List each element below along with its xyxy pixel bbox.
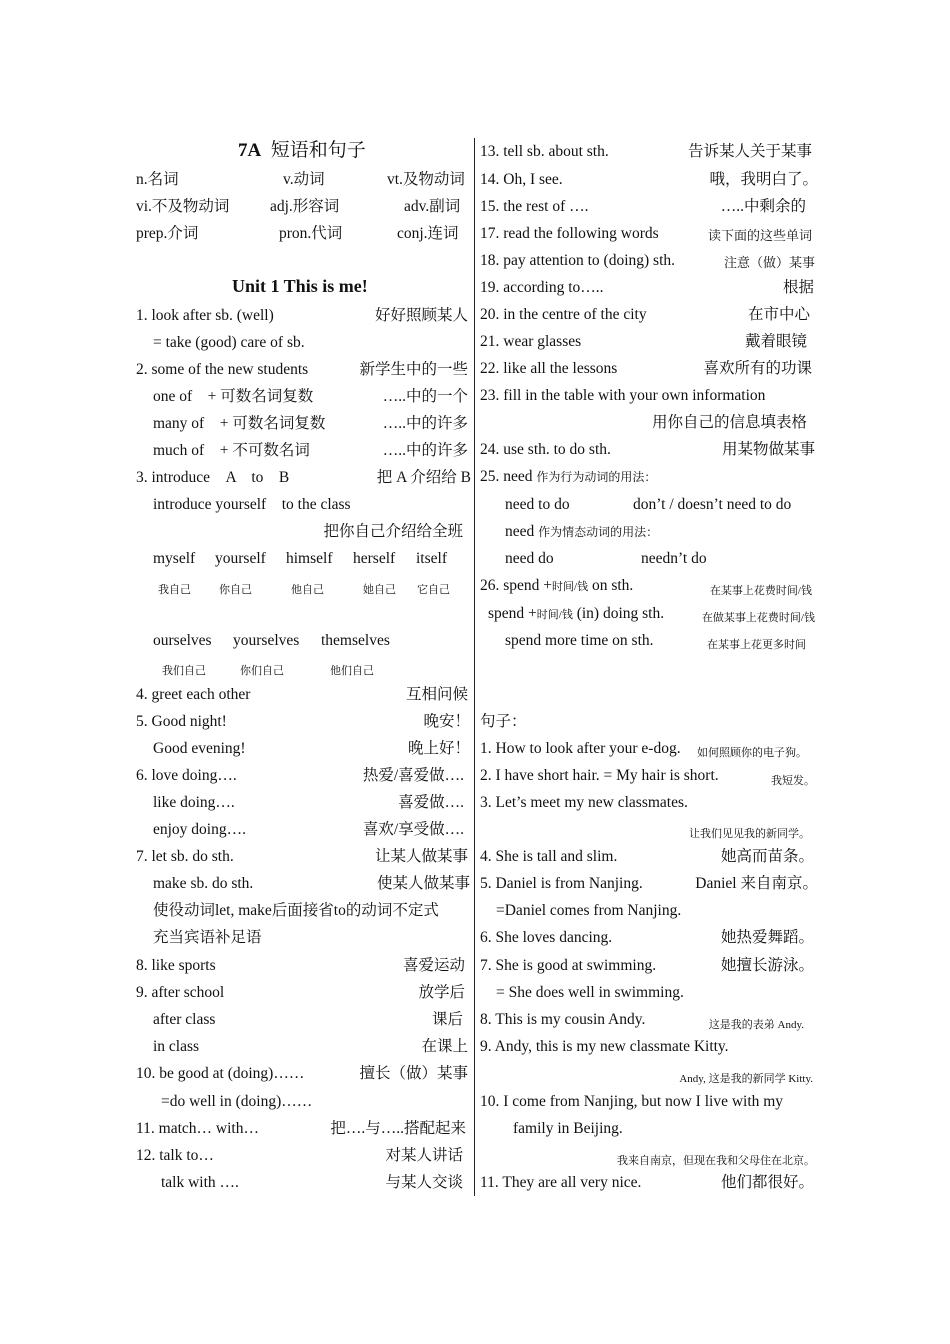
phrase-en: 17. read the following words [480, 225, 659, 242]
phrase-cn: 课后 [431, 1011, 463, 1028]
grammar-note: 使役动词let, make后面接省to的动词不定式 [153, 902, 439, 919]
reflexive-word: yourself [215, 550, 266, 567]
phrase-en: 6. love doing…. [136, 767, 237, 784]
phrase-cn: …..中的一个 [382, 388, 468, 405]
phrase-en: 2. some of the new students [136, 361, 309, 378]
phrase-en: 9. after school [136, 984, 225, 1001]
sentence-cn: 让我们见见我的新同学。 [689, 828, 810, 840]
phrase-cn: 热爱/喜爱做…. [362, 767, 464, 784]
phrase-cn: 擅长（做）某事 [359, 1065, 468, 1082]
reflexive-word: yourselves [233, 632, 300, 649]
need-negative: needn’t do [641, 550, 707, 567]
phrase-cn: 好好照顾某人 [374, 307, 468, 324]
spend-cn: 在某事上花更多时间 [707, 639, 806, 651]
reflexive-cn: 它自己 [417, 584, 450, 596]
phrase-en: Good evening! [153, 740, 246, 757]
sentence-en: 3. Let’s meet my new classmates. [480, 794, 688, 811]
phrase-en: 8. like sports [136, 957, 216, 974]
phrase-en: 14. Oh, I see. [480, 171, 563, 188]
phrase-en: enjoy doing…. [153, 821, 246, 838]
title-bold: 7A [238, 140, 262, 161]
spend-cn: 在某事上花费时间/钱 [709, 585, 812, 597]
phrase-cn: 喜欢所有的功课 [703, 360, 812, 377]
phrase-cn: 哦，我明白了。 [709, 171, 818, 188]
phrase-cn: 喜爱做…. [398, 794, 464, 811]
phrase-cn: 晚上好！ [407, 740, 470, 757]
need-positive: need to do [505, 496, 570, 513]
grammar-note: 充当宾语补足语 [153, 929, 262, 946]
phrase-en: 23. fill in the table with your own information [480, 387, 766, 404]
phrase-en: 24. use sth. to do sth. [480, 441, 611, 458]
phrase-en: =do well in (doing)…… [161, 1093, 313, 1110]
phrase-en: make sb. do sth. [153, 875, 254, 892]
reflexive-cn: 他自己 [291, 584, 324, 596]
sentence-cn: 这是我的表弟 Andy. [708, 1019, 804, 1031]
legend-adv: adv.副词 [404, 198, 461, 215]
phrase-cn: 注意（做）某事 [723, 255, 815, 270]
sentence-en: 2. I have short hair. = My hair is short. [480, 767, 719, 784]
title-rest: 短语和句子 [270, 140, 366, 161]
reflexive-cn: 你自己 [219, 584, 252, 596]
reflexive-word: himself [286, 550, 333, 567]
phrase-cn: …..中剩余的 [720, 198, 806, 215]
phrase-en: many of + 可数名词复数 [153, 415, 326, 432]
unit-title: Unit 1 This is me! [232, 276, 368, 296]
phrase-en: introduce yourself to the class [153, 496, 351, 513]
legend-vt: vt.及物动词 [387, 171, 465, 188]
legend-noun: n.名词 [136, 171, 179, 188]
sentence-en: =Daniel comes from Nanjing. [496, 902, 682, 919]
reflexive-cn: 我们自己 [162, 665, 206, 677]
sentences-heading: 句子： [480, 713, 527, 730]
sentence-en: 4. She is tall and slim. [480, 848, 618, 865]
phrase-cn: 喜欢/享受做…. [362, 821, 464, 838]
phrase-cn: …..中的许多 [382, 415, 468, 432]
need-modal-heading: need 作为情态动词的用法： [505, 523, 659, 540]
legend-adj: adj.形容词 [270, 198, 340, 215]
sentence-en: 8. This is my cousin Andy. [480, 1011, 646, 1028]
phrase-cn: 戴着眼镜 [744, 333, 807, 350]
page-title [238, 141, 366, 160]
legend-prep: prep.介词 [136, 225, 199, 242]
phrase-en: 12. talk to… [136, 1147, 214, 1164]
phrase-en: 4. greet each other [136, 686, 251, 703]
sentence-cn: 她热爱舞蹈。 [720, 929, 814, 946]
legend-pron: pron.代词 [279, 225, 343, 242]
reflexive-cn: 她自己 [363, 584, 396, 596]
phrase-en: talk with …. [161, 1174, 239, 1191]
sentence-en: 7. She is good at swimming. [480, 957, 657, 974]
phrase-cn: 在市中心 [747, 306, 810, 323]
sentence-en: 1. How to look after your e-dog. [480, 740, 681, 757]
phrase-cn: 放学后 [418, 984, 465, 1001]
sentence-en: 11. They are all very nice. [480, 1174, 642, 1191]
legend-conj: conj.连词 [397, 225, 459, 242]
sentence-cn: Daniel 来自南京。 [695, 875, 818, 892]
reflexive-word: itself [416, 550, 447, 567]
sentence-en: 9. Andy, this is my new classmate Kitty. [480, 1038, 729, 1055]
phrase-en: 7. let sb. do sth. [136, 848, 234, 865]
phrase-en: like doing…. [153, 794, 235, 811]
phrase-cn: 用某物做某事 [721, 441, 815, 458]
need-positive: need do [505, 550, 554, 567]
spend-line: spend +时间/钱 (in) doing sth. [488, 605, 665, 622]
sentence-cn: 我来自南京，但现在我和父母住在北京。 [617, 1155, 815, 1167]
legend-vi: vi.不及物动词 [136, 198, 230, 215]
need-heading: 25. need 作为行为动词的用法： [480, 468, 657, 485]
spend-line: spend more time on sth. [505, 632, 654, 649]
reflexive-cn: 他们自己 [330, 665, 374, 677]
phrase-cn: 把 A 介绍给 B [376, 469, 471, 486]
phrase-en: much of + 不可数名词 [153, 442, 310, 459]
phrase-cn: 告诉某人关于某事 [687, 143, 812, 160]
reflexive-word: themselves [321, 632, 390, 649]
sentence-cn: 她高而苗条。 [720, 848, 814, 865]
sentence-en: family in Beijing. [513, 1120, 623, 1137]
phrase-cn: …..中的许多 [382, 442, 468, 459]
phrase-en: in class [153, 1038, 200, 1055]
phrase-cn: 使某人做某事 [376, 875, 470, 892]
phrase-en: 22. like all the lessons [480, 360, 618, 377]
sentence-en: 10. I come from Nanjing, but now I live with my [480, 1093, 784, 1110]
sentence-en: 6. She loves dancing. [480, 929, 613, 946]
spend-cn: 在做某事上花费时间/钱 [701, 612, 815, 624]
sentence-cn: 他们都很好。 [720, 1174, 814, 1191]
phrase-cn: 根据 [782, 279, 814, 296]
reflexive-word: herself [353, 550, 396, 567]
sentence-cn: 如何照顾你的电子狗。 [697, 747, 807, 759]
phrase-cn: 对某人讲话 [385, 1147, 463, 1164]
phrase-cn: 在课上 [421, 1038, 468, 1055]
phrase-en: 1. look after sb. (well) [136, 307, 274, 324]
phrase-cn: 晚安！ [423, 713, 470, 730]
reflexive-word: myself [153, 550, 196, 567]
phrase-cn: 把….与…..搭配起来 [330, 1120, 466, 1137]
phrase-en: 19. according to….. [480, 279, 604, 296]
phrase-cn: 把你自己介绍给全班 [323, 523, 463, 540]
phrase-cn: 读下面的这些单词 [707, 228, 812, 243]
column-divider [474, 138, 475, 1196]
phrase-en: 5. Good night! [136, 713, 227, 730]
sentence-en: = She does well in swimming. [496, 984, 684, 1001]
phrase-en: 18. pay attention to (doing) sth. [480, 252, 676, 269]
spend-line: 26. spend +时间/钱 on sth. [480, 577, 634, 594]
phrase-cn: 互相问候 [405, 686, 468, 703]
phrase-en: = take (good) care of sb. [153, 334, 305, 351]
phrase-en: 3. introduce A to B [136, 469, 290, 486]
need-negative: don’t / doesn’t need to do [633, 496, 792, 513]
reflexive-word: ourselves [153, 632, 212, 649]
phrase-en: 10. be good at (doing)…… [136, 1065, 305, 1082]
sentence-cn: 我短发。 [771, 775, 815, 787]
reflexive-cn: 我自己 [158, 584, 191, 596]
phrase-en: one of + 可数名词复数 [153, 388, 314, 405]
phrase-en: 11. match… with… [136, 1120, 259, 1137]
sentence-cn: 她擅长游泳。 [720, 957, 814, 974]
reflexive-cn: 你们自己 [240, 665, 284, 677]
phrase-en: 13. tell sb. about sth. [480, 143, 609, 160]
phrase-cn: 新学生中的一些 [359, 361, 468, 378]
sentence-en: 5. Daniel is from Nanjing. [480, 875, 643, 892]
phrase-en: 15. the rest of …. [480, 198, 589, 215]
legend-verb: v.动词 [283, 171, 325, 188]
phrase-cn: 与某人交谈 [385, 1174, 463, 1191]
phrase-en: after class [153, 1011, 216, 1028]
phrase-cn: 让某人做某事 [374, 848, 468, 865]
phrase-en: 21. wear glasses [480, 333, 582, 350]
sentence-cn: Andy, 这是我的新同学 Kitty. [679, 1073, 813, 1085]
phrase-cn: 喜爱运动 [402, 957, 465, 974]
phrase-cn: 用你自己的信息填表格 [651, 414, 807, 431]
phrase-en: 20. in the centre of the city [480, 306, 647, 323]
